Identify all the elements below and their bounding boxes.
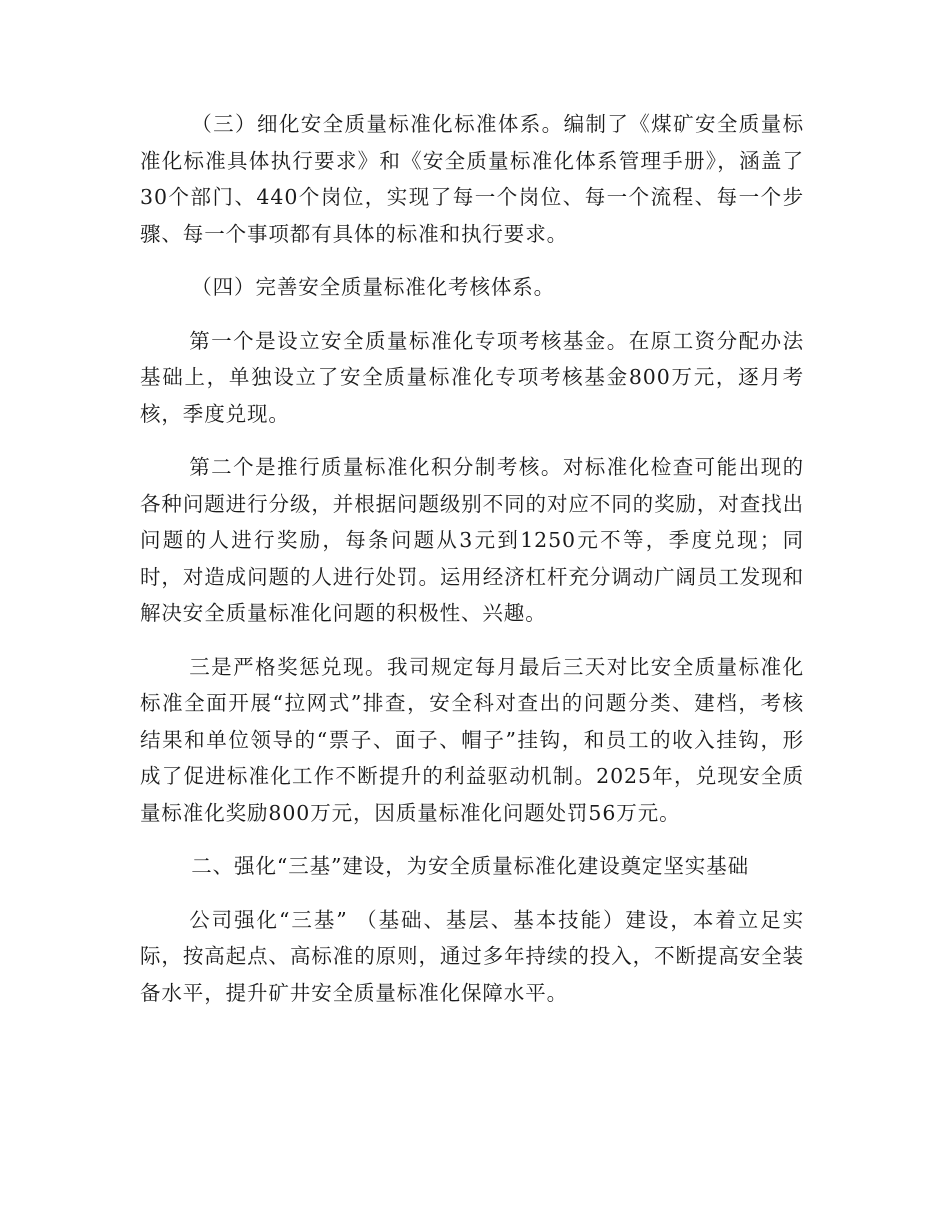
section-heading-4: （四）完善安全质量标准化考核体系。 [191,275,556,299]
paragraph-rewards-penalties: 三是严格奖惩兑现。我司规定每月最后三天对比安全质量标准化标准全面开展“拉网式”排查，安全科对查出的问题分类、建档，考核结果和单位领导的“票子、面子、帽子”挂钩，和员工的收入挂钩，形成了促进标准化工作不断提升的利益驱动机制。2025年，兑现安全质量标准化奖励800万元，因质量标准化问题处罚56万元。 [140,654,804,825]
paragraph-three-basics: 公司强化“三基” （基础、基层、基本技能）建设，本着立足实际，按高起点、高标准的原则，通过多年持续的投入，不断提高安全装备水平，提升矿井安全质量标准化保障水平。 [140,907,804,1005]
section-heading-two: 二、强化“三基”建设，为安全质量标准化建设奠定坚实基础 [191,854,750,878]
paragraph-points-system: 第二个是推行质量标准化积分制考核。对标准化检查可能出现的各种问题进行分级，并根据问题级别不同的对应不同的奖励，对查找出问题的人进行奖励，每条问题从3元到1250元不等，季度兑现；同时，对造成问题的人进行处罚。运用经济杠杆充分调动广阔员工发现和解决安全质量标准化问题的积极性、兴趣。 [140,455,804,625]
paragraph-fund: 第一个是设立安全质量标准化专项考核基金。在原工资分配办法基础上，单独设立了安全质量标准化专项考核基金800万元，逐月考核，季度兑现。 [140,328,804,426]
section-heading-3: （三）细化安全质量标准化标准体系。编制了《煤矿安全质量标准化标准具体执行要求》和《安全质量标准化体系管理手册》，涵盖了30个部门、440个岗位，实现了每一个岗位、每一个流程、每一个步骤、每一个事项都有具体的标准和执行要求。 [140,112,804,246]
document-body [140,106,804,1028]
